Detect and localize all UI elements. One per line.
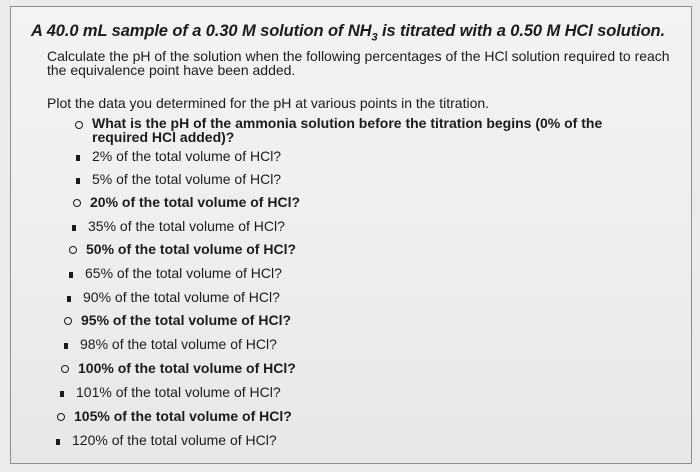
title-text-after: is titrated with a 0.50 M HCl solution. [377,22,666,40]
question-text: What is the pH of the ammonia solution before the titration begins (0% of the required HCl added)? [92,115,603,145]
question-text: 20% of the total volume of HCl? [90,194,301,210]
question-text: 101% of the total volume of HCl? [76,384,281,400]
open-circle-bullet-icon [75,121,83,129]
title-text-before: A 40.0 mL sample of a 0.30 M solution of NH [31,22,372,40]
square-bullet-icon [69,272,73,278]
problem-title [31,22,665,43]
question-text: 5% of the total volume of HCl? [92,171,282,187]
question-text: 105% of the total volume of HCl? [74,408,292,424]
question-text: 65% of the total volume of HCl? [85,265,282,281]
open-circle-bullet-icon [69,246,77,254]
plot-instruction: Plot the data you determined for the pH at various points in the titration. [47,95,490,111]
question-text: 98% of the total volume of HCl? [80,336,277,352]
title-subscript: 3 [371,31,378,44]
question-text: 95% of the total volume of HCl? [81,312,292,328]
square-bullet-icon [56,439,60,445]
square-bullet-icon [60,391,64,397]
square-bullet-icon [72,225,76,231]
question-text: 35% of the total volume of HCl? [88,218,285,234]
open-circle-bullet-icon [61,365,69,373]
question-text: 90% of the total volume of HCl? [83,289,280,305]
square-bullet-icon [76,155,80,161]
square-bullet-icon [76,178,80,184]
open-circle-bullet-icon [64,317,72,325]
square-bullet-icon [64,343,68,349]
problem-sheet [10,6,692,464]
intro-instruction: Calculate the pH of the solution when the following percentages of the HCl solution required to reach the equivalence point have been added. [47,48,670,78]
question-text: 120% of the total volume of HCl? [72,432,277,448]
square-bullet-icon [67,296,71,302]
open-circle-bullet-icon [57,413,65,421]
question-text: 2% of the total volume of HCl? [92,148,282,164]
open-circle-bullet-icon [73,199,81,207]
question-text: 100% of the total volume of HCl? [78,360,296,376]
question-text: 50% of the total volume of HCl? [86,241,297,257]
